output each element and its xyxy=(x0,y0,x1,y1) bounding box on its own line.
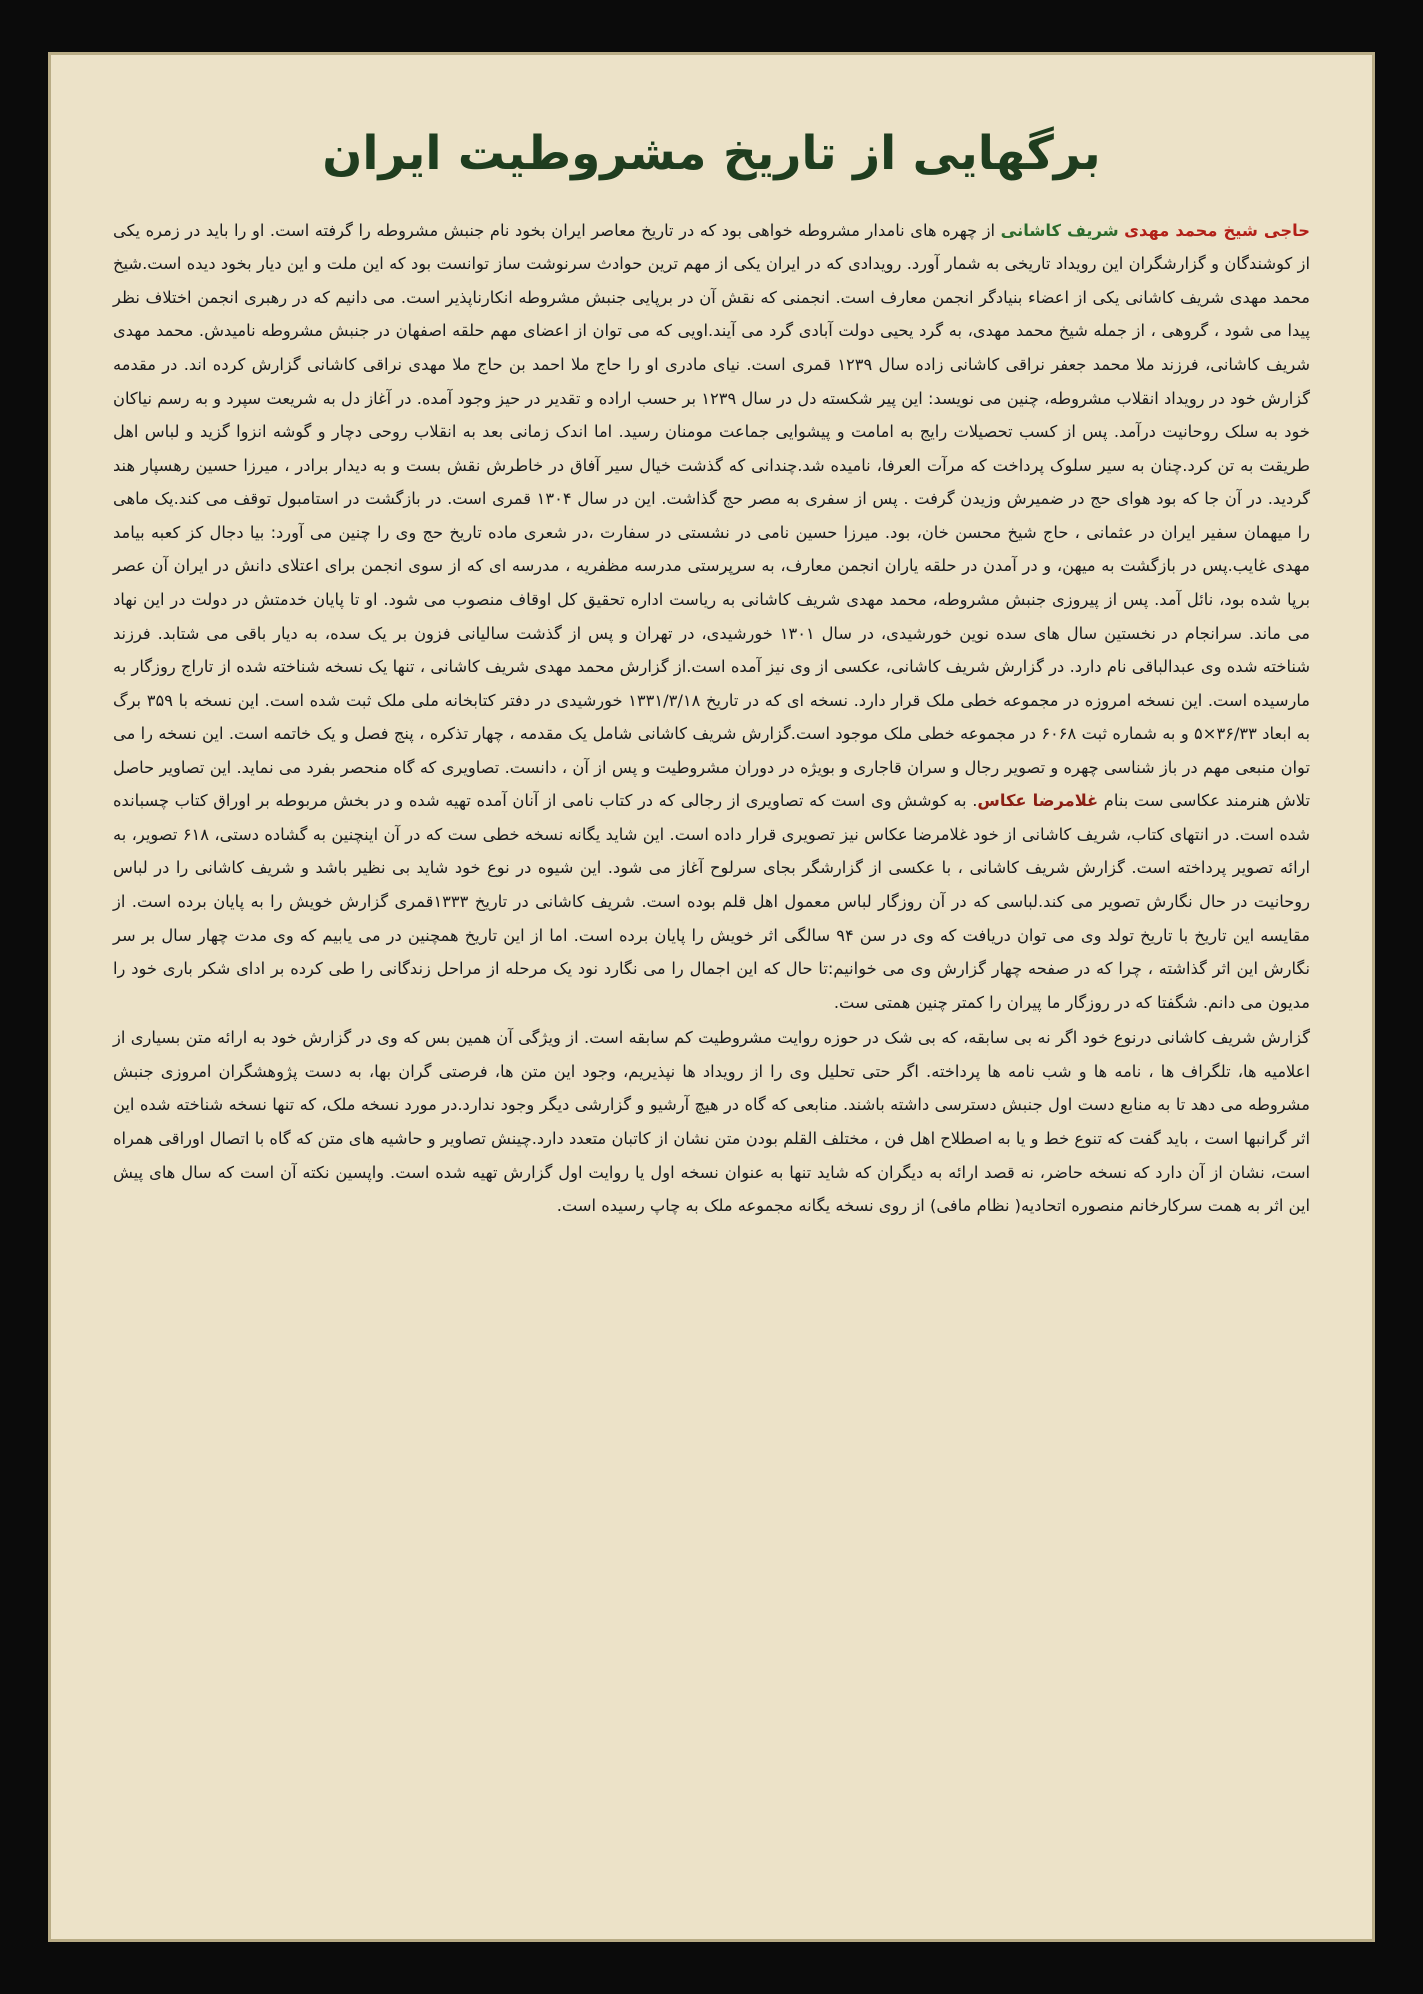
paragraph-1 xyxy=(113,214,1310,1020)
highlight-photographer-name: غلامرضا عکاس xyxy=(977,791,1099,811)
page-title xyxy=(113,125,1310,184)
document-body xyxy=(113,214,1310,1223)
document-page xyxy=(48,52,1375,1942)
highlight-name-red: حاجی شیخ محمد مهدی xyxy=(1124,220,1310,240)
paragraph-1-tail: . به کوشش وی است که تصاویری از رجالی که در کتاب نامی از آنان آمده تهیه شده و در بخش مربوطه بر اوراق کتاب چسبانده شده است. در انتهای کتاب، شریف کاشانی از خود غلامرضا عکاس نیز تصویری قرار داده است. این شاید یگانه نسخه خطی ست که در آن اینچنین به گشاده دستی، ۶۱۸ تصویر، به ارائه تصویر پرداخته است. گزارش شریف کاشانی ، با عکسی از گزارشگر بجای سرلوح آغاز می شود. این شیوه در نوع خود شاید بی نظیر باشد و شریف کاشانی را در لباس روحانیت در حال نگارش تصویر می کند.لباسی که در آن روزگار لباس معمول اهل قلم بوده است. شریف کاشانی در تاریخ ۱۳۳۳قمری گزارش خویش را به پایان برده است. از مقایسه این تاریخ با تاریخ تولد وی می توان دریافت که وی در سن ۹۴ سالگی اثر خویش را پایان برده است. اما از این تاریخ همچنین در می یابیم که وی مدت چهار سال بر سر نگارش این اثر گذاشته ، چرا که در صفحه چهار گزارش وی می خوانیم:تا حال که این اجمال را می نگارد نود یک مرحله از مراحل زندگانی را طی کرده بر ادای شکر باری خود را مدیون می دانم. شگفتا که در روزگار ما پیران را کمتر چنین همتی ست. xyxy=(113,791,1310,1012)
title-text: برگهایی از تاریخ مشروطیت ایران xyxy=(322,126,1101,181)
highlight-name-green: شریف کاشانی xyxy=(1000,220,1119,240)
paragraph-2: گزارش شریف کاشانی درنوع خود اگر نه بی سابقه، که بی شک در حوزه روایت مشروطیت کم سابقه است. از ویژگی آن همین بس که وی در گزارش خود به ارائه متن بسیاری از اعلامیه ها، تلگراف ها ، نامه ها و شب نامه ها پرداخته. اگر حتی تحلیل وی را از رویداد ها نپذیریم، وجود این متن ها، فرصتی گران بها، به دست پژوهشگران امروزی جنبش مشروطه می دهد تا به منابع دست اول جنبش دسترسی داشته باشند. منابعی که گاه در هیچ آرشیو و گزارشی دیگر وجود ندارد.در مورد نسخه ملک، که تنها نسخه شناخته شده این اثر گرانبها است ، باید گفت که تنوع خط و یا به اصطلاح اهل فن ، مختلف القلم بودن متن نشان از کاتبان متعدد دارد.چینش تصاویر و حاشیه های متن که گاه با اتصال اوراقی همراه است، نشان از آن دارد که نسخه حاضر، نه قصد ارائه به دیگران که شاید تنها به عنوان نسخه اول یا روایت اول گزارش تهیه شده است. واپسین نکته آن است که سال های پیش این اثر به همت سرکارخانم منصوره اتحادیه( نظام مافی) از روی نسخه یگانه مجموعه ملک به چاپ رسیده است. xyxy=(113,1028,1310,1216)
paragraph-1-body: از چهره های نامدار مشروطه خواهی بود که در تاریخ معاصر ایران بخود نام جنبش مشروطه را گرفته است. او را باید در زمره یکی از کوشندگان و گزارشگران این رویداد تاریخی به شمار آورد. رویدادی که در ایران یکی از مهم ترین حوادث سرنوشت ساز توانست بود که این ملت و این دیار بخود دیده است.شیخ محمد مهدی شریف کاشانی یکی از اعضاء بنیادگر انجمن معارف است. انجمنی که نقش آن در برپایی جنبش مشروطه انکارناپذیر است. می دانیم که در رهبری انجمن اختلاف نظر پیدا می شود ، گروهی ، از جمله شیخ محمد مهدی، به گرد یحیی دولت آبادی گرد می آیند.اویی که می توان از اعضای مهم حلقه اصفهان در جنبش مشروطه نامیدش. محمد مهدی شریف کاشانی، فرزند ملا محمد جعفر نراقی کاشانی زاده سال ۱۲۳۹ قمری است. نیای مادری او را حاج ملا احمد بن حاج ملا مهدی نراقی کاشانی گزارش کرده اند. در مقدمه گزارش خود در رویداد انقلاب مشروطه، چنین می نویسد: این پیر شکسته دل در سال ۱۲۳۹ بر حسب اراده و تقدیر در حیز وجود آمده. در آغاز دل به شریعت سپرد و به رسم نیاکان خود به سلک روحانیت درآمد. پس از کسب تحصیلات رایج به امامت و پیشوایی جماعت مومنان رسید. اما اندک زمانی بعد به انقلاب روحی دچار و گوشه انزوا گزید و لباس اهل طریقت به تن کرد.چنان به سیر سلوک پرداخت که مرآت العرفا، نامیده شد.چندانی که گذشت خیال سیر آفاق در خاطرش نقش بست و به دیدار برادر ، میرزا حسین رهسپار هند گردید. در آن جا که بود هوای حج در ضمیرش وزیدن گرفت . پس از سفری به مصر حج گذاشت. این در سال ۱۳۰۴ قمری است. در بازگشت در استامبول توقف می کند.یک ماهی را میهمان سفیر ایران در عثمانی ، حاج شیخ محسن خان، بود. میرزا حسین نامی در نشستی در سفارت ،در شعری ماده تاریخ حج وی را چنین می آورد: بیا دجال کز کعبه بیامد مهدی غایب.پس در بازگشت به میهن، و در آمدن در حلقه یاران انجمن معارف، به سرپرستی مدرسه مظفریه ، مدرسه ای که از سوی انجمن برای اعتلای دانش در ایران آن عصر برپا شده بود، نائل آمد. پس از پیروزی جنبش مشروطه، محمد مهدی شریف کاشانی به ریاست اداره تحقیق کل اوقاف منصوب می شود. او تا پایان خدمتش در دولت در این نهاد می ماند. سرانجام در نخستین سال های سده نوین خورشیدی، در سال ۱۳۰۱ خورشیدی، در تهران و پس از گذشت سالیانی فزون بر یک سده، به دیار باقی می شتابد. فرزند شناخته شده وی عبدالباقی نام دارد. در گزارش شریف کاشانی، عکسی از وی نیز آمده است.از گزارش محمد مهدی شریف کاشانی ، تنها یک نسخه شناخته شده از تاراج روزگار به مارسیده است. این نسخه امروزه در مجموعه خطی ملک قرار دارد. نسخه ای که در تاریخ ۱۳۳۱/۳/۱۸ خورشیدی در دفتر کتابخانه ملی ملک ثبت شده است. این نسخه با ۳۵۹ برگ به ابعاد ۳۶/۳۳×۵ و به شماره ثبت ۶۰۶۸ در مجموعه خطی ملک موجود است.گزارش شریف کاشانی شامل یک مقدمه ، چهار تذکره ، پنج فصل و یک خاتمه است. این نسخه را می توان منبعی مهم در باز شناسی چهره و تصویر رجال و سران قاجاری و بویژه در دوران مشروطیت و پس از آن ، دانست. تصاویری که گاه منحصر بفرد می نماید. این تصاویر حاصل تلاش هنرمند عکاسی ست بنام xyxy=(113,220,1311,811)
